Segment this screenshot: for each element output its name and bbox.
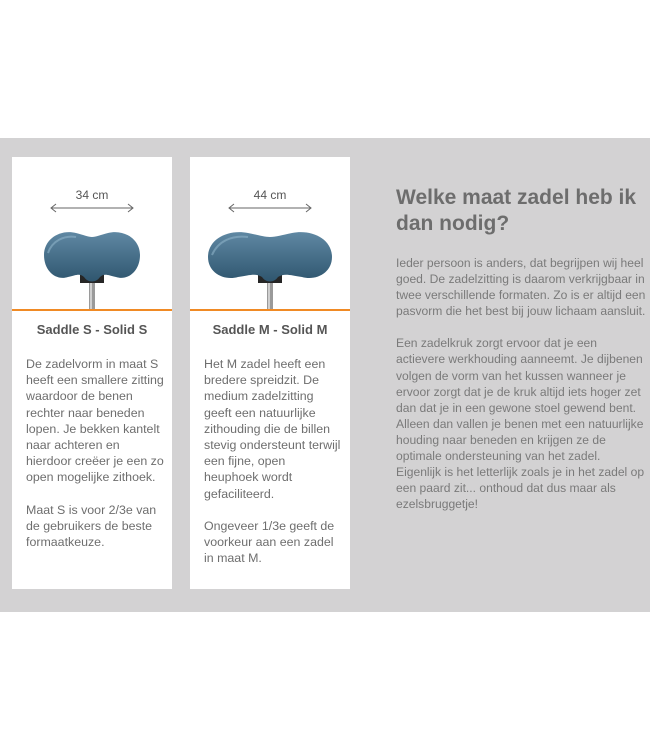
saddle-s-card: [12, 157, 172, 589]
saddle-m-image: [190, 225, 350, 311]
saddle-m-card: [190, 157, 350, 589]
content-band: [0, 138, 650, 612]
width-arrow-icon: [12, 202, 172, 216]
width-arrow-icon: [190, 202, 350, 216]
width-dimension: [12, 188, 172, 218]
body-paragraph: Een zadelkruk zorgt ervoor dat je een actievere werkhouding aanneemt. Je dijbenen volgen de vorm van het kussen wanneer je ervoor zorgt dat je de kruk altijd iets hoger zet dan dat je in een gewone stoel gewend bent. Alleen dan vallen je benen met een natuurlijke houding naar beneden en krijgen ze de optimale ondersteuning van het zadel. Eigenlijk is het letterlijk zoals je in het zadel op een paard zit... onthoud dat dus maar als ezelsbruggetje!: [396, 336, 645, 512]
card-paragraph: Maat S is voor 2/3e van de gebruikers de beste formaatkeuze.: [26, 502, 157, 550]
card-title: Saddle S - Solid S: [36, 322, 148, 337]
card-description: [204, 356, 342, 582]
section-heading: Welke maat zadel heb ik dan nodig?: [396, 186, 637, 235]
card-description: [26, 356, 164, 566]
card-paragraph: Het M zadel heeft een bredere spreidzit. De medium zadelzitting geeft een natuurlijke zithouding die de billen stevig ondersteunt terwijl een fijne, open heuphoek wordt gefaciliteerd.: [204, 357, 341, 501]
section-body: [396, 255, 648, 528]
card-paragraph: De zadelvorm in maat S heeft een smallere zitting waardoor de benen rechter naar beneden lopen. Je bekken kantelt naar achteren en hierdoor creëer je een zo open mogelijke zithoek.: [26, 357, 164, 485]
width-dimension: [190, 188, 350, 218]
card-paragraph: Ongeveer 1/3e geeft de voorkeur aan een zadel in maat M.: [204, 518, 335, 566]
card-title: Saddle M - Solid M: [212, 322, 328, 337]
width-label: 34 cm: [75, 188, 109, 202]
body-paragraph: Ieder persoon is anders, dat begrijpen wij heel goed. De zadelzitting is daarom verkrijgbaar in twee verschillende formaten. Zo is er altijd een pasvorm die het best bij jouw lichaam aansluit.: [396, 256, 646, 319]
accent-divider: [190, 309, 350, 311]
saddle-s-image: [12, 225, 172, 311]
width-label: 44 cm: [253, 188, 287, 202]
accent-divider: [12, 309, 172, 311]
